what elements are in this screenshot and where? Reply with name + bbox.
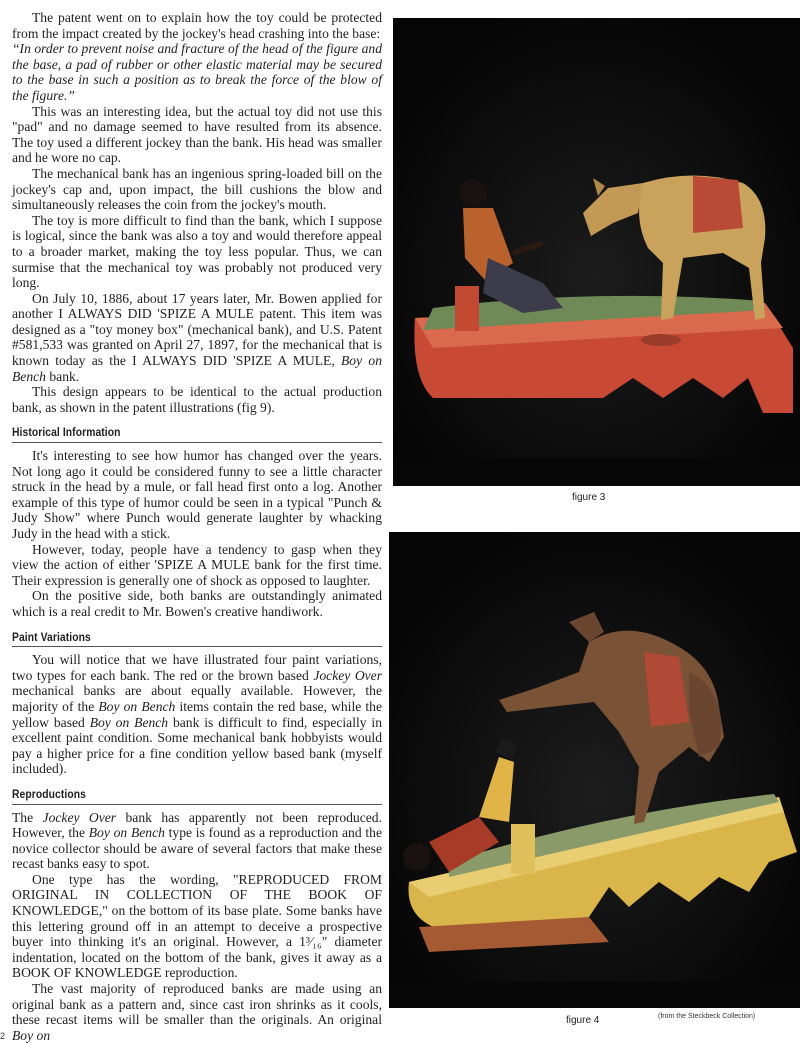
paragraph [12, 981, 382, 1043]
figure-4-photo [389, 532, 800, 1008]
figure-3-caption: figure 3 [572, 492, 606, 503]
italic-run: Boy on [12, 1027, 51, 1043]
text-run: The [12, 809, 43, 825]
italic-run: Boy on Bench [88, 825, 165, 841]
paragraph [12, 291, 382, 385]
paragraph: This design appears to be identical to the actual production bank, as shown in the patent illustrations (fig 9). [12, 384, 382, 415]
text-run: The vast majority of reproduced banks are made using an original bank as a pattern and, since cast iron shrinks as it cools, these recast items will be smaller than the originals. An original [12, 981, 382, 1028]
mule-bank-red-illustration [393, 18, 800, 486]
section-heading-paint [12, 630, 382, 648]
text-run: type is found as a reproduction and the novice collector should be aware of several factors that make these recast banks easy to spot. [12, 825, 382, 872]
patent-quote: “In order to prevent noise and fracture of the head of the figure and the base, a pad of rubber or other elastic material may be secured to the base in such a position as to break the force of the blow of the figure.” [12, 41, 382, 103]
paragraph: The toy is more difficult to find than the bank, which I suppose is logical, since the bank was also a toy and would therefore appeal to a broader market, making the toy less popular. Thus, we can surmise that the mechanical toy was probably not produced very long. [12, 212, 382, 291]
paragraph: It's interesting to see how humor has changed over the years. Not long ago it could be considered funny to see a little character struck in the head by a mule, or fall head first onto a log. Another example of this type of humor could be seen in a typical "Punch & Judy Show" where Punch would generate laughter by whacking Judy in the head with a stick. [12, 448, 382, 541]
text-run: On July 10, 1886, about 17 years later, Mr. Bowen applied for another I ALWAYS DID 'SPIZE A MULE patent. This item was designed as a "toy money box" (mechanical bank), and U.S. Patent #581,533 was granted on April 27, 1897, for the mechanical that is known today as the I ALWAYS DID 'SPIZE A MULE, [12, 290, 382, 369]
paragraph: One type has the wording, "REPRODUCED FROM ORIGINAL IN COLLECTION OF THE BOOK OF KNOWLEDGE," on the bottom of its base plate. Some banks have this lettering ground off in an attempt to deceive a prospective buyer into thinking it's an original. However, a 1³⁄₁₆" diameter indentation, located on the bottom of the bank, gives it away as a BOOK OF KNOWLEDGE reproduction. [12, 871, 382, 981]
paragraph: The patent went on to explain how the toy could be protected from the impact created by the jockey's head crashing into the base: [12, 10, 382, 41]
heading-text: Historical Information [12, 425, 121, 440]
paragraph [12, 810, 382, 872]
section-heading-reproductions [12, 787, 382, 805]
paragraph: This was an interesting idea, but the actual toy did not use this "pad" and no damage seemed to have resulted from its absence. The toy used a different jockey than the bank. His head was smaller and he wore no cap. [12, 103, 382, 166]
paragraph [12, 652, 382, 777]
section-heading-historical [12, 425, 382, 443]
text-run: items contain the red base, while the yellow based [12, 698, 382, 730]
italic-run: Jockey Over [42, 809, 117, 825]
text-run: bank. [45, 368, 80, 384]
figure-4-caption: figure 4 [566, 1015, 600, 1026]
italic-run: Boy on Bench [98, 698, 176, 714]
italic-run: Jockey Over [313, 667, 382, 683]
heading-text: Reproductions [12, 786, 86, 801]
article-text-column [12, 10, 382, 1043]
text-run: bank has apparently not been reproduced. However, the [12, 809, 382, 841]
figure-3-photo [393, 18, 800, 486]
figure-4-credit: (from the Steckbeck Collection) [658, 1013, 756, 1020]
paragraph: However, today, people have a tendency to gasp when they view the action of either 'SPIZE A MULE bank for the first time. Their expression is generally one of shock as opposed to laughter. [12, 541, 382, 588]
text-run: mechanical banks are about equally available. However, the majority of the [12, 683, 382, 714]
italic-run: Boy on Bench [12, 353, 382, 384]
text-run: You will notice that we have illustrated four paint variations, two types for each bank. The red or the brown based [12, 652, 382, 683]
mule-bank-yellow-illustration [389, 532, 800, 1008]
italic-run: Boy on Bench [89, 714, 169, 730]
text-run: bank is difficult to find, especially in excellent paint condition. Some mechanical bank hobbyists would pay a higher price for a fine condition yellow based bank (myself included). [12, 714, 382, 777]
paragraph: The mechanical bank has an ingenious spring-loaded bill on the jockey's cap and, upon impact, the bill cushions the blow and simultaneously releases the coin from the jockey's mouth. [12, 165, 382, 213]
heading-text: Paint Variations [12, 629, 91, 644]
page-number: 2 [0, 1031, 6, 1041]
paragraph: On the positive side, both banks are outstandingly animated which is a real credit to Mr. Bowen's creative handiwork. [12, 588, 382, 619]
